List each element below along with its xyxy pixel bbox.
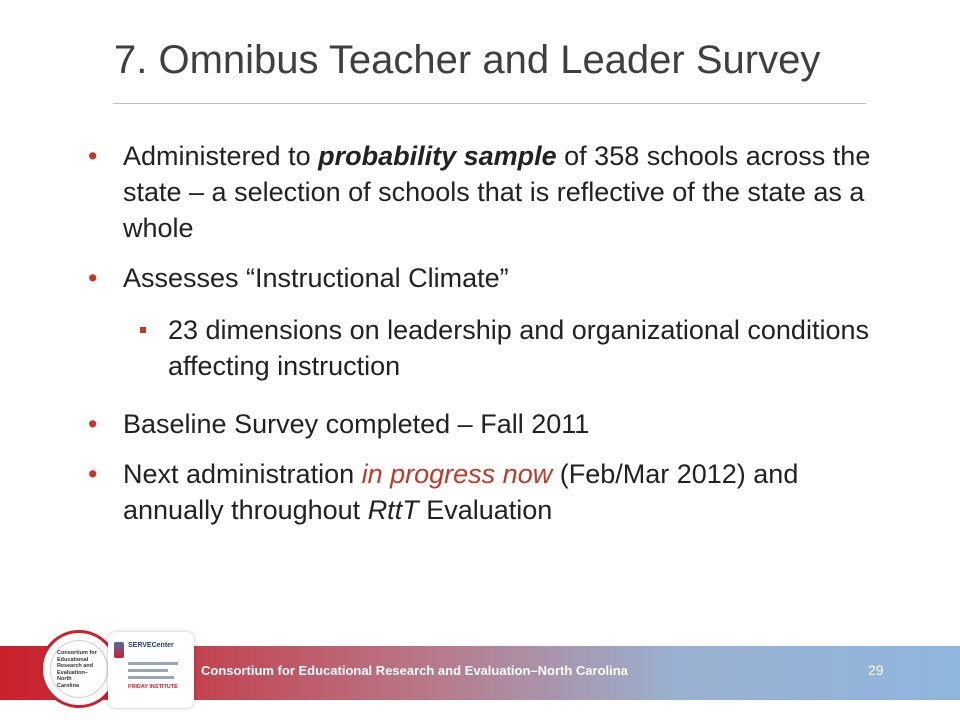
bullet-dot-icon: • [88,141,98,171]
footer-org-name: Consortium for Educational Research and Evaluation–North Carolina [201,663,628,678]
bullet-dot-icon: • [88,409,98,439]
bullet-text: Next administration [123,459,362,489]
serve-center-icon [114,642,124,658]
bullet-item [88,406,878,442]
logo-line: Consortium for [57,650,97,656]
partner-line [128,676,174,679]
bullet-text: Evaluation [418,495,553,525]
slide-content [88,138,878,528]
bullet-item [88,138,878,246]
bullet-dot-icon: • [88,459,98,489]
logo-line: Educational [57,656,89,663]
sub-bullet-text: 23 dimensions on leadership and organizational conditions affecting instruction [168,315,869,381]
bullet-text: Assesses “Instructional Climate” [123,263,509,293]
bullet-emphasis: probability sample [318,141,557,171]
partner-name: SERVECenter [128,642,174,649]
bullet-emphasis: RttT [367,495,419,525]
logo-text [57,650,105,689]
slide-title: 7. Omnibus Teacher and Leader Survey [114,38,821,82]
bullet-text: Baseline Survey completed – Fall 2011 [123,409,590,439]
sub-bullet-item [88,312,878,384]
bullet-emphasis: in progress now [361,459,553,489]
logo-line: Evaluation– [57,669,88,676]
square-bullet-icon [140,327,146,333]
partner-subname: FRIDAY INSTITUTE [128,684,178,690]
bullet-item [88,260,878,296]
logo-line: Research and [57,663,94,669]
consortium-logo [40,630,118,708]
logo-line: North [57,676,72,682]
bullet-text: Administered to [123,141,319,171]
title-divider [113,103,866,104]
bullet-text: (Feb/Mar 2012) and annually throughout [123,459,799,525]
logo-line: Carolina [57,682,80,689]
partner-line [128,662,178,665]
partner-logos [108,632,194,708]
bullet-text: of 358 schools across the state – a selection of schools that is reflective of the state as a whole [123,141,871,243]
bullet-dot-icon: • [88,263,98,293]
partner-line [128,669,168,672]
page-number: 29 [868,662,884,678]
bullet-item [88,456,878,528]
